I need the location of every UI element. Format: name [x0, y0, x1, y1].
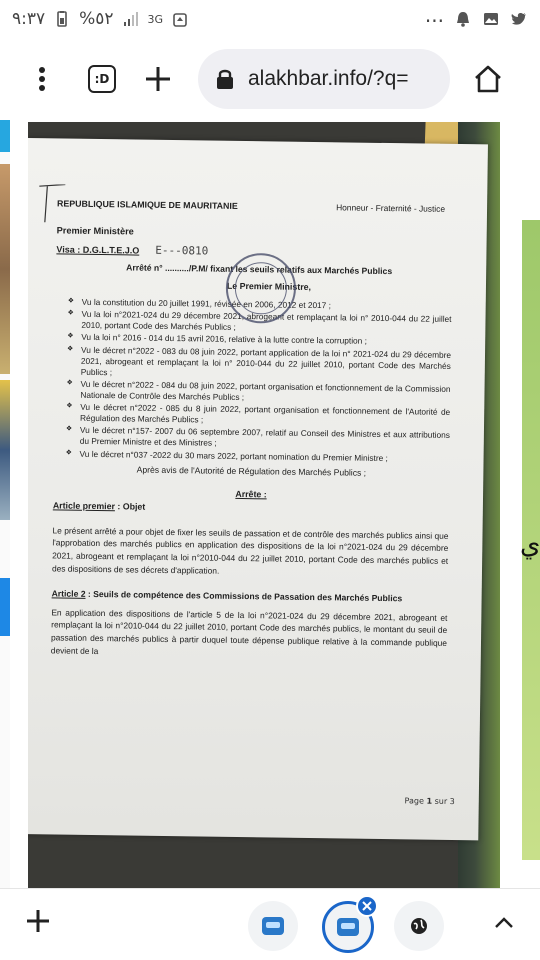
expand-tabs-button[interactable]: [486, 905, 522, 941]
tab-thumbnail[interactable]: [248, 901, 298, 951]
considerant-item: ❖ Vu le décret n°2022 - 085 du 8 juin 2022, portant organisation et fonctionnement de l'Autorité de Régulation des Marchés Publics ;: [66, 402, 450, 430]
doc-header: [57, 198, 453, 215]
page-content[interactable]: [0, 120, 540, 888]
bottom-tab-bar: [0, 888, 540, 960]
arrete-heading: Arrêté n° ........../P.M/ fixant les seuils relatifs aux Marchés Publics: [126, 262, 393, 276]
page-number: [405, 796, 455, 806]
article2-title: : Seuils de compétence des Commissions de Passation des Marchés Publics: [85, 589, 403, 604]
arabic-fragment: ي: [520, 530, 540, 560]
motto: Honneur - Fraternité - Justice: [336, 202, 446, 214]
considerant-item: ❖ Vu la loi n°2021-024 du 29 décembre 2021, abrogeant et remplaçant la loi n° 2010-044 du 22 juillet 2010, portant Code des Marchés Publics ;: [67, 309, 451, 337]
article1-text: Le présent arrêté a pour objet de fixer les seuils de passation et de contrôle des marchés publics ainsi que l'approbation des marchés publics en application des dispositions de la loi n°2021-024 du 29 décembre 2021, abrogeant et remplaçant la loi n°2010-044 du 22 juillet 2010, portant Code des marchés publics et des dispositions de ses décrets d'application.: [51, 525, 449, 576]
tab-switcher-icon: [88, 65, 116, 93]
status-bar-left: [12, 9, 189, 29]
globe-icon: [409, 916, 429, 936]
arrete-title: Arrête :: [235, 489, 267, 500]
chevron-up-icon: [494, 917, 514, 929]
bell-icon: [454, 10, 472, 28]
lock-icon: [216, 68, 234, 90]
strip-item: [0, 380, 10, 520]
visa-label: Visa : D.G.L.T.E.J.O: [56, 244, 140, 257]
gallery-icon: [482, 10, 500, 28]
considerant-item: ❖ Vu la constitution du 20 juillet 1991, révisée en 2006, 2012 et 2017 ;: [68, 297, 452, 313]
plus-icon: [145, 66, 171, 92]
republic-title: REPUBLIQUE ISLAMIQUE DE MAURITANIE: [57, 198, 238, 211]
document-sheet: [28, 138, 488, 840]
home-button[interactable]: [462, 53, 514, 105]
twitter-icon: [510, 10, 528, 28]
network-type: 3G: [147, 12, 164, 26]
tab-thumbnail[interactable]: [394, 901, 444, 951]
reference-number: E---0810: [155, 243, 209, 258]
status-bar-right: [424, 3, 528, 28]
add-tab-button[interactable]: [18, 901, 58, 941]
close-tab-button[interactable]: [356, 895, 378, 917]
right-carousel-strip: [500, 120, 540, 888]
article-photo: [28, 122, 500, 888]
home-icon: [473, 65, 503, 93]
page-prefix: Page: [404, 796, 427, 806]
article2-label: Article 2: [51, 588, 86, 600]
site-favicon-icon: [262, 917, 284, 935]
battery-percent: %٥٢: [79, 9, 114, 29]
browser-toolbar: [0, 38, 540, 120]
left-carousel-strip: [0, 120, 10, 888]
considerant-item: ❖ Vu le décret n°2022 - 083 du 08 juin 2022, portant application de la loi n° 2021-024 du 29 décembre 2021, abrogeant et remplaçant la loi n° 2010-044 du 22 juillet 2010, portant Code des Marchés Publics ;: [67, 344, 451, 383]
signal-icon: [122, 10, 140, 28]
page-current: 1: [426, 796, 433, 806]
article2-text: En application des dispositions de l'article 5 de la loi n°2021-024 du 29 décembre 2021, abrogeant et remplaçant la loi n°2010-044 du 22 juillet 2010, portant Code des marchés publics, le montant du seuil de passation des marchés publics à partir duquel toute dépense publique relative à la commande publique devient de la: [50, 607, 448, 656]
status-bar: [0, 0, 540, 38]
tab-switcher-label: :D: [94, 72, 110, 86]
address-bar[interactable]: [198, 49, 450, 109]
considerant-item: ❖ Vu le décret n°037 -2022 du 30 mars 2022, portant nomination du Premier Ministre ;: [66, 448, 450, 464]
considerant-item: ❖ Vu la loi n° 2016 - 014 du 15 avril 2016, relative à la lutte contre la corruption ;: [67, 332, 451, 348]
url-text: alakhbar.info/?q=: [248, 67, 409, 90]
strip-item: [0, 120, 10, 152]
recycle-icon: [171, 10, 189, 28]
close-icon: [362, 901, 372, 911]
premier-ministre-label: Le Premier Ministre,: [226, 281, 312, 293]
menu-button[interactable]: [16, 53, 68, 105]
battery-icon: [53, 10, 71, 28]
ministry-label: Premier Ministère: [56, 225, 134, 237]
page-suffix: sur 3: [432, 796, 455, 807]
considerant-item: ❖ Vu le décret n°157- 2007 du 06 septembre 2007, relatif au Conseil des Ministres et aux attributions du Premier Ministre et des Ministres ;: [66, 425, 450, 453]
clock: ٩:٣٧: [12, 9, 46, 29]
article2-heading: [52, 589, 448, 606]
strip-item: [0, 164, 10, 374]
article1-title: : Objet: [114, 501, 146, 512]
plus-icon: [26, 909, 50, 933]
stamp-inner: [235, 262, 288, 315]
more-notifications: ...: [424, 3, 444, 27]
considerant-item: ❖ Vu le décret n°2022 - 084 du 08 juin 2022, portant organisation et fonctionnement de la Commission Nationale de Contrôle des Marchés Publics ;: [66, 378, 450, 406]
new-tab-button[interactable]: [132, 53, 184, 105]
strip-item: [0, 578, 10, 636]
article1-label: Article premier: [52, 500, 116, 512]
tab-switcher-button[interactable]: [76, 53, 128, 105]
apres-avis: Après avis de l'Autorité de Régulation des Marchés Publics ;: [136, 464, 367, 478]
site-favicon-icon: [337, 918, 359, 936]
more-vertical-icon: [38, 66, 46, 92]
